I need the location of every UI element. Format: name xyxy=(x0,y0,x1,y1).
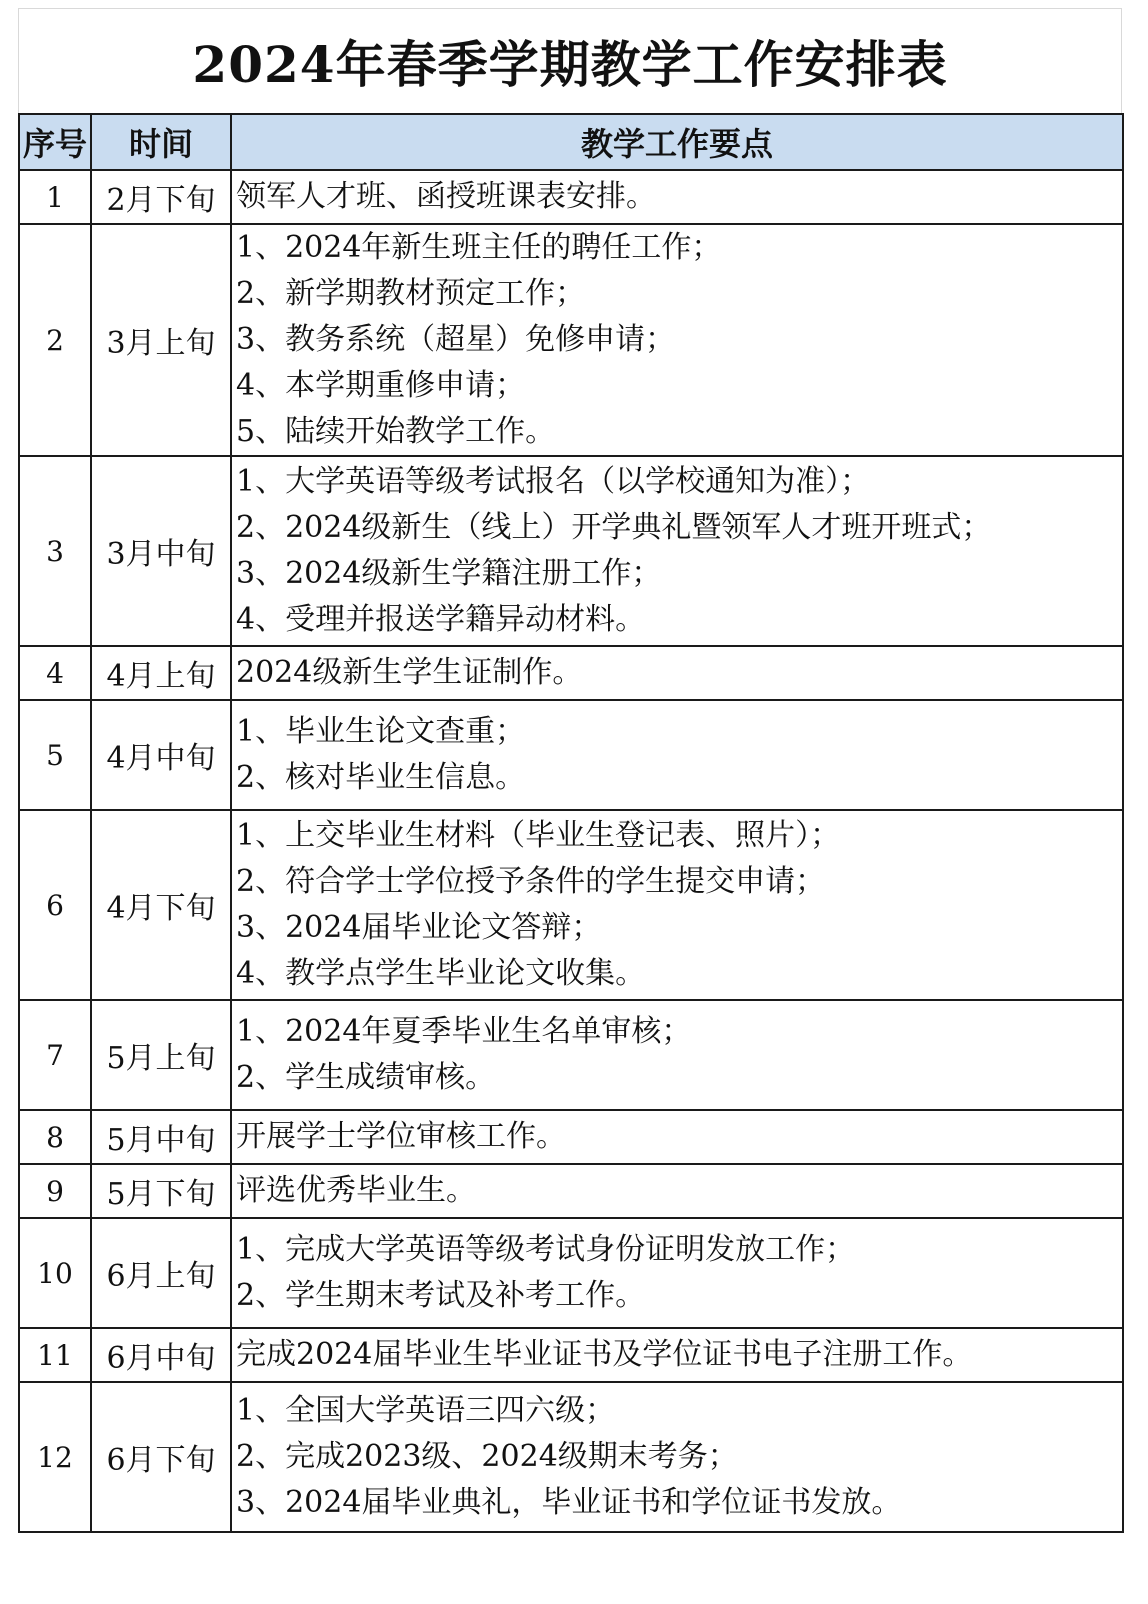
row-time: 3月上旬 xyxy=(91,224,231,456)
table-row xyxy=(19,1000,1123,1110)
table-row xyxy=(19,700,1123,810)
row-time: 2月下旬 xyxy=(91,170,231,224)
table-body xyxy=(19,170,1123,1532)
row-time: 3月中旬 xyxy=(91,456,231,646)
row-number: 12 xyxy=(19,1382,91,1532)
row-number: 7 xyxy=(19,1000,91,1110)
row-tasks xyxy=(231,646,1123,700)
header-time: 时间 xyxy=(91,114,231,170)
task-item: 2、完成2023级、2024级期末考务； xyxy=(236,1439,738,1474)
row-number: 6 xyxy=(19,810,91,1000)
row-tasks xyxy=(231,224,1123,456)
schedule-table xyxy=(18,113,1124,1533)
task-item: 评选优秀毕业生。 xyxy=(236,1173,476,1208)
table-row xyxy=(19,1328,1123,1382)
task-item: 1、上交毕业生材料（毕业生登记表、照片）； xyxy=(236,818,841,853)
table-row xyxy=(19,456,1123,646)
row-number: 5 xyxy=(19,700,91,810)
row-tasks xyxy=(231,1218,1123,1328)
task-item: 2024级新生学生证制作。 xyxy=(236,655,583,690)
row-time: 6月下旬 xyxy=(91,1382,231,1532)
schedule-sheet xyxy=(18,8,1122,1533)
task-item: 2、2024级新生（线上）开学典礼暨领军人才班开班式； xyxy=(236,510,992,545)
row-tasks xyxy=(231,1164,1123,1218)
task-item: 1、完成大学英语等级考试身份证明发放工作； xyxy=(236,1232,856,1267)
row-tasks xyxy=(231,1382,1123,1532)
task-item: 3、2024级新生学籍注册工作； xyxy=(236,556,662,591)
task-item: 1、大学英语等级考试报名（以学校通知为准）； xyxy=(236,464,871,499)
row-tasks xyxy=(231,456,1123,646)
row-time: 6月上旬 xyxy=(91,1218,231,1328)
row-number: 10 xyxy=(19,1218,91,1328)
task-item: 3、2024届毕业典礼，毕业证书和学位证书发放。 xyxy=(236,1485,902,1520)
table-row xyxy=(19,224,1123,456)
task-item: 2、符合学士学位授予条件的学生提交申请； xyxy=(236,864,826,899)
task-item: 3、2024届毕业论文答辩； xyxy=(236,910,602,945)
row-number: 4 xyxy=(19,646,91,700)
sheet-title: 2024年春季学期教学工作安排表 xyxy=(192,35,948,94)
row-number: 3 xyxy=(19,456,91,646)
row-tasks xyxy=(231,170,1123,224)
row-time: 4月中旬 xyxy=(91,700,231,810)
row-number: 11 xyxy=(19,1328,91,1382)
row-time: 5月下旬 xyxy=(91,1164,231,1218)
row-tasks xyxy=(231,1000,1123,1110)
row-time: 4月下旬 xyxy=(91,810,231,1000)
table-row xyxy=(19,170,1123,224)
row-number: 8 xyxy=(19,1110,91,1164)
task-item: 开展学士学位审核工作。 xyxy=(236,1119,566,1154)
task-item: 完成2024届毕业生毕业证书及学位证书电子注册工作。 xyxy=(236,1337,973,1372)
table-row xyxy=(19,1382,1123,1532)
task-item: 1、毕业生论文查重； xyxy=(236,714,526,749)
task-item: 领军人才班、函授班课表安排。 xyxy=(236,179,656,214)
task-item: 2、学生期末考试及补考工作。 xyxy=(236,1278,646,1313)
table-row xyxy=(19,1218,1123,1328)
row-number: 1 xyxy=(19,170,91,224)
row-tasks xyxy=(231,1328,1123,1382)
table-row xyxy=(19,646,1123,700)
row-tasks xyxy=(231,700,1123,810)
row-number: 9 xyxy=(19,1164,91,1218)
table-row xyxy=(19,810,1123,1000)
row-time: 5月上旬 xyxy=(91,1000,231,1110)
row-time: 5月中旬 xyxy=(91,1110,231,1164)
row-number: 2 xyxy=(19,224,91,456)
task-item: 4、教学点学生毕业论文收集。 xyxy=(236,956,646,991)
header-no: 序号 xyxy=(19,114,91,170)
title-row xyxy=(18,8,1122,113)
task-item: 4、受理并报送学籍异动材料。 xyxy=(236,602,646,637)
task-item: 5、陆续开始教学工作。 xyxy=(236,414,556,449)
task-item: 4、本学期重修申请； xyxy=(236,368,526,403)
header-tasks: 教学工作要点 xyxy=(231,114,1123,170)
task-item: 3、教务系统（超星）免修申请； xyxy=(236,322,676,357)
task-item: 2、核对毕业生信息。 xyxy=(236,760,526,795)
header-row xyxy=(19,114,1123,170)
task-item: 2、学生成绩审核。 xyxy=(236,1060,496,1095)
task-item: 1、全国大学英语三四六级； xyxy=(236,1393,616,1428)
row-tasks xyxy=(231,810,1123,1000)
task-item: 1、2024年夏季毕业生名单审核； xyxy=(236,1014,692,1049)
table-row xyxy=(19,1164,1123,1218)
row-time: 6月中旬 xyxy=(91,1328,231,1382)
table-row xyxy=(19,1110,1123,1164)
task-item: 2、新学期教材预定工作； xyxy=(236,276,586,311)
row-tasks xyxy=(231,1110,1123,1164)
task-item: 1、2024年新生班主任的聘任工作； xyxy=(236,230,722,265)
row-time: 4月上旬 xyxy=(91,646,231,700)
